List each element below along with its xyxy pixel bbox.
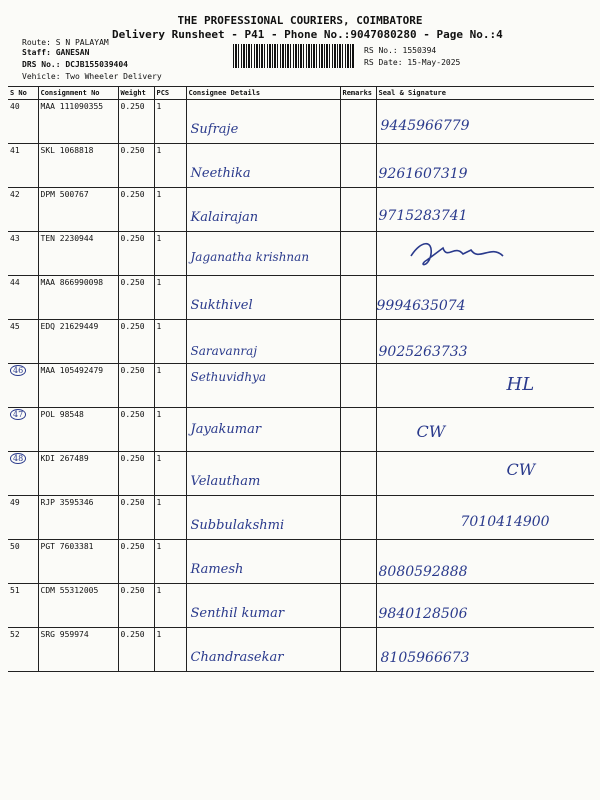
sno xyxy=(8,408,38,452)
signature-cell xyxy=(376,584,594,628)
remarks xyxy=(340,320,376,364)
weight: 0.250 xyxy=(118,188,154,232)
remarks xyxy=(340,496,376,540)
weight: 0.250 xyxy=(118,584,154,628)
pcs: 1 xyxy=(154,584,186,628)
rs-date: RS Date: 15-May-2025 xyxy=(364,58,461,67)
remarks xyxy=(340,364,376,408)
header-weight: Weight xyxy=(118,87,154,100)
pcs: 1 xyxy=(154,452,186,496)
remarks xyxy=(340,628,376,672)
weight: 0.250 xyxy=(118,540,154,584)
consignee-name: Sethuvidhya xyxy=(190,370,267,384)
signature-cell xyxy=(376,100,594,144)
table-row xyxy=(8,144,594,188)
header-pcs: PCS xyxy=(154,87,186,100)
table-row xyxy=(8,540,594,584)
remarks xyxy=(340,584,376,628)
consignee-name: Senthil kumar xyxy=(190,606,285,621)
signature-cell xyxy=(376,540,594,584)
table-header-row xyxy=(8,87,594,100)
signature: CW xyxy=(416,422,446,441)
table-row xyxy=(8,496,594,540)
consignee-name: Jaganatha krishnan xyxy=(190,250,310,264)
weight: 0.250 xyxy=(118,452,154,496)
signature: 7010414900 xyxy=(460,514,550,530)
staff: Staff: GANESAN xyxy=(22,48,90,57)
circled-sno: 47 xyxy=(10,409,26,420)
consignee-cell xyxy=(186,452,340,496)
route: Route: S N PALAYAM xyxy=(22,38,109,47)
sno: 40 xyxy=(8,100,38,144)
weight: 0.250 xyxy=(118,408,154,452)
header-signature: Seal & Signature xyxy=(376,87,594,100)
consignee-name: Velautham xyxy=(190,474,261,489)
sno xyxy=(8,364,38,408)
weight: 0.250 xyxy=(118,364,154,408)
remarks xyxy=(340,188,376,232)
pcs: 1 xyxy=(154,364,186,408)
signature-cell xyxy=(376,628,594,672)
consignment-no: MAA 866990098 xyxy=(38,276,118,320)
signature-cell xyxy=(376,320,594,364)
runsheet-subtitle: Delivery Runsheet - P41 - Phone No.:9047080280 - Page No.:4 xyxy=(112,28,503,41)
consignment-no: KDI 267489 xyxy=(38,452,118,496)
pcs: 1 xyxy=(154,144,186,188)
vehicle: Vehicle: Two Wheeler Delivery xyxy=(22,72,162,81)
consignee-cell xyxy=(186,276,340,320)
table-row xyxy=(8,232,594,276)
consignee-cell xyxy=(186,496,340,540)
table-row xyxy=(8,408,594,452)
consignee-cell xyxy=(186,628,340,672)
weight: 0.250 xyxy=(118,144,154,188)
sno: 52 xyxy=(8,628,38,672)
sno: 44 xyxy=(8,276,38,320)
weight: 0.250 xyxy=(118,496,154,540)
pcs: 1 xyxy=(154,100,186,144)
consignment-no: PGT 7603381 xyxy=(38,540,118,584)
consignee-cell xyxy=(186,232,340,276)
consignee-cell xyxy=(186,188,340,232)
consignment-no: SRG 959974 xyxy=(38,628,118,672)
pcs: 1 xyxy=(154,408,186,452)
signature-cell xyxy=(376,276,594,320)
weight: 0.250 xyxy=(118,628,154,672)
signature: 9994635074 xyxy=(376,298,466,314)
pcs: 1 xyxy=(154,320,186,364)
signature-cell xyxy=(376,144,594,188)
pcs: 1 xyxy=(154,496,186,540)
circled-sno: 48 xyxy=(10,453,26,464)
consignee-name: Sukthivel xyxy=(190,298,253,313)
consignee-name: Sufraje xyxy=(190,122,239,137)
consignee-cell xyxy=(186,100,340,144)
consignee-name: Neethika xyxy=(190,166,251,181)
sno: 51 xyxy=(8,584,38,628)
header-remarks: Remarks xyxy=(340,87,376,100)
remarks xyxy=(340,144,376,188)
remarks xyxy=(340,276,376,320)
header-consignment: Consignment No xyxy=(38,87,118,100)
consignee-name: Subbulakshmi xyxy=(190,518,285,533)
circled-sno: 46 xyxy=(10,365,26,376)
consignee-name: Saravanraj xyxy=(190,344,258,358)
consignee-cell xyxy=(186,408,340,452)
weight: 0.250 xyxy=(118,320,154,364)
sno: 43 xyxy=(8,232,38,276)
consignee-name: Chandrasekar xyxy=(190,650,284,665)
weight: 0.250 xyxy=(118,100,154,144)
remarks xyxy=(340,452,376,496)
sno: 45 xyxy=(8,320,38,364)
handwritten-signature xyxy=(407,238,517,268)
consignment-no: MAA 105492479 xyxy=(38,364,118,408)
consignee-cell xyxy=(186,144,340,188)
signature: 9715283741 xyxy=(378,208,468,224)
signature-cell xyxy=(376,188,594,232)
consignment-no: MAA 111090355 xyxy=(38,100,118,144)
signature: 8080592888 xyxy=(378,564,468,580)
weight: 0.250 xyxy=(118,232,154,276)
consignment-no: RJP 3595346 xyxy=(38,496,118,540)
consignee-name: Ramesh xyxy=(190,562,244,577)
pcs: 1 xyxy=(154,276,186,320)
header-consignee: Consignee Details xyxy=(186,87,340,100)
signature: 9840128506 xyxy=(378,606,468,622)
rs-number: RS No.: 1550394 xyxy=(364,46,437,55)
signature: 8105966673 xyxy=(380,650,470,666)
runsheet-table xyxy=(8,86,594,672)
consignment-no: DPM 500767 xyxy=(38,188,118,232)
consignee-cell xyxy=(186,364,340,408)
consignment-no: POL 98548 xyxy=(38,408,118,452)
signature: 9445966779 xyxy=(380,118,470,134)
signature-cell xyxy=(376,232,594,276)
consignee-name: Jayakumar xyxy=(190,422,262,437)
weight: 0.250 xyxy=(118,276,154,320)
signature-cell xyxy=(376,364,594,408)
table-row xyxy=(8,276,594,320)
consignee-cell xyxy=(186,584,340,628)
consignee-cell xyxy=(186,540,340,584)
sno xyxy=(8,452,38,496)
sno: 41 xyxy=(8,144,38,188)
signature-cell xyxy=(376,452,594,496)
table-row xyxy=(8,452,594,496)
pcs: 1 xyxy=(154,188,186,232)
remarks xyxy=(340,232,376,276)
consignee-name: Kalairajan xyxy=(190,210,259,225)
signature-cell xyxy=(376,408,594,452)
signature: 9025263733 xyxy=(378,344,468,360)
pcs: 1 xyxy=(154,628,186,672)
barcode xyxy=(233,44,355,68)
consignment-no: SKL 1068818 xyxy=(38,144,118,188)
remarks xyxy=(340,408,376,452)
header-sno: S No xyxy=(8,87,38,100)
consignment-no: CDM 55312005 xyxy=(38,584,118,628)
drs-number: DRS No.: DCJB155039404 xyxy=(22,60,128,69)
signature: 9261607319 xyxy=(378,166,468,182)
runsheet-title: THE PROFESSIONAL COURIERS, COIMBATORE xyxy=(177,14,423,27)
pcs: 1 xyxy=(154,540,186,584)
sno: 50 xyxy=(8,540,38,584)
remarks xyxy=(340,540,376,584)
consignee-cell xyxy=(186,320,340,364)
sno: 42 xyxy=(8,188,38,232)
sno: 49 xyxy=(8,496,38,540)
signature: HL xyxy=(506,374,535,395)
table-row xyxy=(8,100,594,144)
table-row xyxy=(8,188,594,232)
pcs: 1 xyxy=(154,232,186,276)
remarks xyxy=(340,100,376,144)
consignment-no: EDQ 21629449 xyxy=(38,320,118,364)
table-row xyxy=(8,584,594,628)
table-row xyxy=(8,628,594,672)
table-row xyxy=(8,320,594,364)
signature: CW xyxy=(506,460,536,479)
table-row xyxy=(8,364,594,408)
consignment-no: TEN 2230944 xyxy=(38,232,118,276)
signature-cell xyxy=(376,496,594,540)
